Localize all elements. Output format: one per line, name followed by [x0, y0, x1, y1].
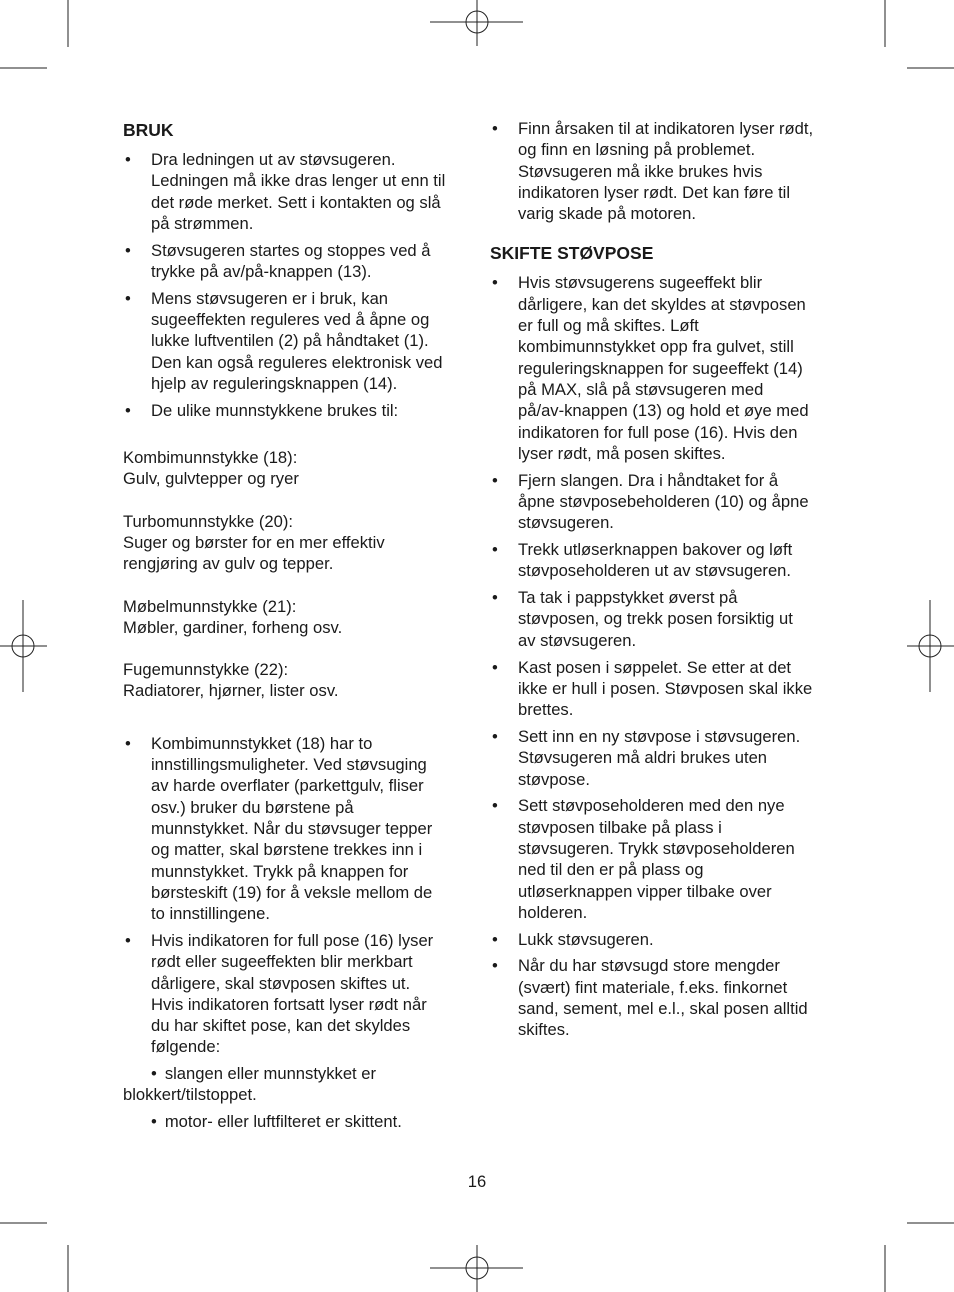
- page-number: 16: [467, 1172, 487, 1191]
- nozzle-crevice: Fugemunnstykke (22): Radiatorer, hjørner, lister osv.: [123, 660, 339, 701]
- usage-bullet-list: [123, 149, 468, 421]
- sub-list-item: • motor- eller luftfilteret er skittent.: [151, 1111, 402, 1131]
- list-item: • Ta tak i pappstykket øverst på støvposen, og trekk posen forsiktig ut av støvsugeren.: [490, 587, 835, 651]
- registration-mark-right: [907, 600, 954, 692]
- right-column: [490, 118, 835, 1046]
- registration-mark-bottom: [430, 1245, 523, 1292]
- list-item: • Støvsugeren startes og stoppes ved å trykke på av/på-knappen (13).: [123, 240, 468, 283]
- list-item: • Sett inn en ny støvpose i støvsugeren. Støvsugeren må aldri brukes uten støvpose.: [490, 726, 835, 790]
- list-item: • Lukk støvsugeren.: [490, 929, 835, 950]
- registration-mark-top: [430, 0, 523, 46]
- sub-bullet-list: [123, 1063, 468, 1132]
- list-item: • Når du har støvsugd store mengder (svært) fint materiale, f.eks. finkornet sand, sement, mel e.l., skal posen alltid skiftes.: [490, 955, 835, 1040]
- list-item: • Finn årsaken til at indikatoren lyser rødt, og finn en løsning på problemet. Støvsugeren må ikke brukes hvis indikatoren lyser rødt. Det kan føre til varig skade på motoren.: [490, 118, 835, 224]
- list-item: • Fjern slangen. Dra i håndtaket for å åpne støvposebeholderen (10) og åpne støvsugeren.: [490, 470, 835, 534]
- section-heading-skifte-stovpose: SKIFTE STØVPOSE: [490, 243, 654, 264]
- registration-mark-left: [0, 600, 47, 692]
- section-heading-bruk: BRUK: [123, 120, 174, 140]
- list-item: • Hvis støvsugerens sugeeffekt blir dårligere, kan det skyldes at støvposen er full og må skiftes. Løft kombimunnstykket opp fra gulvet, still reguleringsknappen for sugeeffekt (14) på MAX, slå på støvsugeren med på/av-knappen (13) og hold et øye med indikatoren for full pose (16). Hvis den lyser rødt, må posen skiftes.: [490, 272, 835, 464]
- indicator-bullet-list: [490, 118, 835, 224]
- sub-list-item: • slangen eller munnstykket er blokkert/tilstoppet.: [123, 1063, 377, 1104]
- list-item: • De ulike munnstykkene brukes til:: [123, 400, 468, 421]
- nozzle-turbo: Turbomunnstykke (20): Suger og børster for en mer effektiv rengjøring av gulv og tepper.: [123, 511, 385, 574]
- nozzle-furniture: Møbelmunnstykke (21): Møbler, gardiner, forheng osv.: [123, 596, 343, 637]
- nozzle-combi: Kombimunnstykke (18): Gulv, gulvtepper og ryer: [123, 448, 299, 489]
- list-item: • Sett støvposeholderen med den nye støvposen tilbake på plass i støvsugeren. Trykk støvposeholderen ned til den er på plass og utløserknappen vipper tilbake over holderen.: [490, 795, 835, 923]
- list-item: • Hvis indikatoren for full pose (16) lyser rødt eller sugeeffekten blir merkbart dårligere, skal støvposen skiftes ut. Hvis indikatoren fortsatt lyser rødt når du har skiftet pose, kan det skyldes følgende: • slangen eller munnstykket er blokkert/tilstoppet. • motor- eller luftfilteret er skittent.: [123, 930, 468, 1132]
- list-item: • Kombimunnstykket (18) har to innstillingsmuligheter. Ved støvsuging av harde overflater (parkettgulv, fliser osv.) bruker du børstene på munnstykket. Når du støvsuger tepper og matter, skal børstene trekkes inn i munnstykket. Trykk på knappen for børsteskift (19) for å veksle mellom de to innstillingene.: [123, 733, 468, 925]
- list-item: • Kast posen i søppelet. Se etter at det ikke er hull i posen. Støvposen skal ikke brettes.: [490, 657, 835, 721]
- nozzle-bullet-list: [123, 733, 468, 1132]
- bag-change-bullet-list: [490, 272, 835, 1040]
- left-column: [123, 118, 468, 1138]
- list-item: • Trekk utløserknappen bakover og løft støvposeholderen ut av støvsugeren.: [490, 539, 835, 582]
- list-item: • Dra ledningen ut av støvsugeren. Ledningen må ikke dras lenger ut enn til det røde merket. Sett i kontakten og slå på strømmen.: [123, 149, 468, 234]
- list-item: • Mens støvsugeren er i bruk, kan sugeeffekten reguleres ved å åpne og lukke luftventilen (2) på håndtaket (1). Den kan også reguleres elektronisk ved hjelp av reguleringsknappen (14).: [123, 288, 468, 394]
- nozzle-usage-list: [123, 447, 468, 702]
